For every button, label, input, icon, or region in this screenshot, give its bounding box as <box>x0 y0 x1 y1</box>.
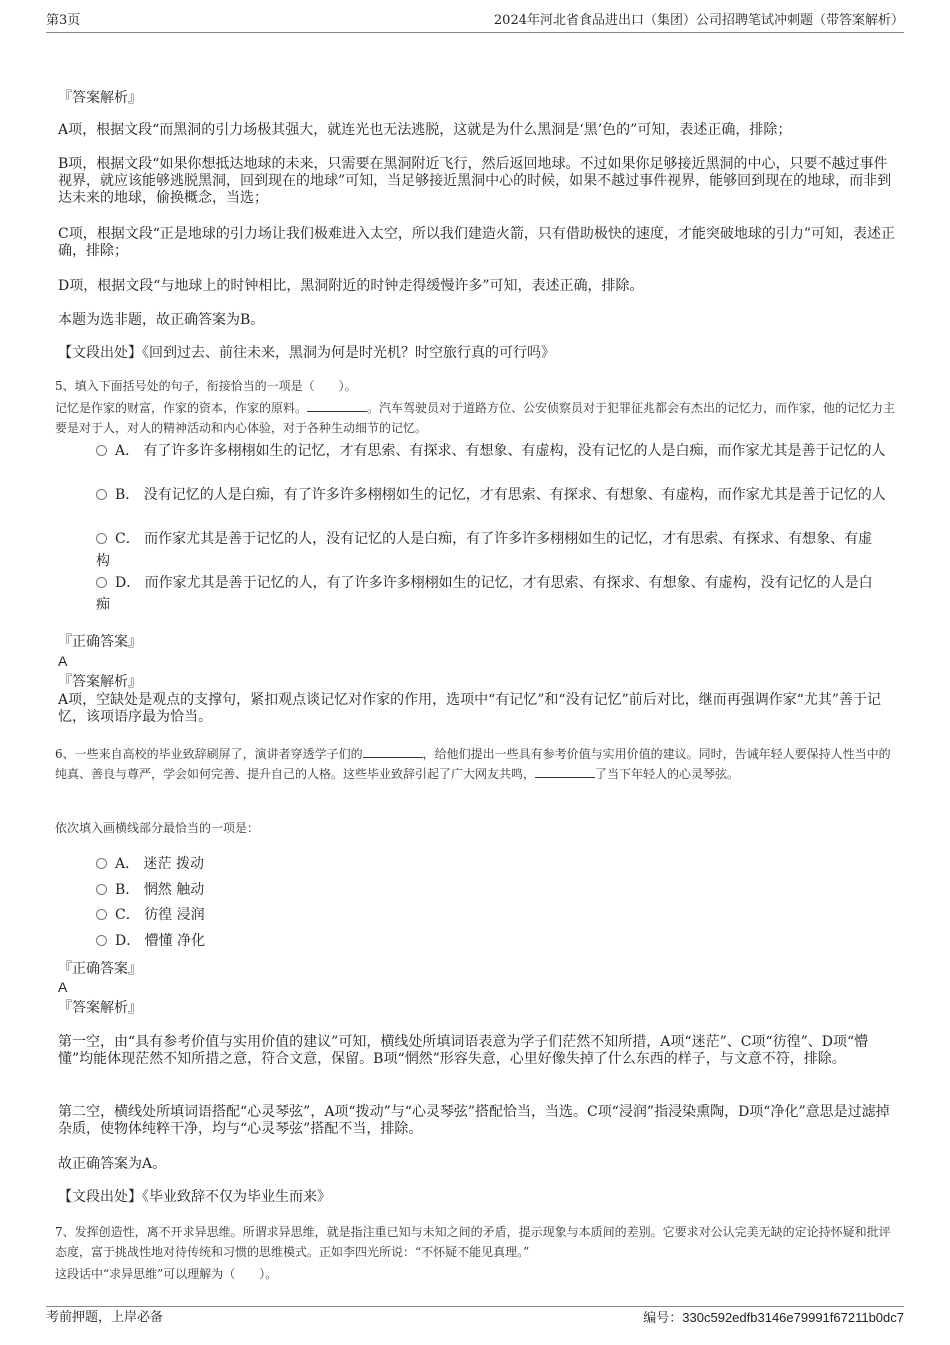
radio-icon[interactable] <box>96 858 107 869</box>
q6-option-b-label: B． 惘然 触动 <box>115 882 205 898</box>
q6-stem-2: ，给他们提出一些具有参考价值与实用价值的建议。同时，告诫年轻人要保持人性当中的纯真、善良与尊严，学会如何完善、提升自己的人格。这些毕业致辞引起了广大网友共鸣， <box>55 747 891 781</box>
footer-code-label: 编号： <box>643 1311 683 1326</box>
q5-passage <box>55 398 900 438</box>
q5-stem: 5、填入下面括号处的句子，衔接恰当的一项是（ ）。 <box>55 379 357 393</box>
q4-source: 【文段出处】《回到过去、前往未来，黑洞为何是时光机？时空旅行真的可行吗》 <box>58 345 555 361</box>
radio-icon[interactable] <box>96 489 107 500</box>
q6-blank-2 <box>535 765 595 778</box>
q6-option-d-label: D． 懵懂 净化 <box>115 933 206 949</box>
q5-option-a-label: A． 有了许多许多栩栩如生的记忆，才有思索、有探求、有想象、有虚构，没有记忆的人是白痴，而作家尤其是善于记忆的人 <box>115 443 886 459</box>
q6-analysis-1: 第一空，由“具有参考价值与实用价值的建议”可知，横线处所填词语表意为学子们茫然不知所措，A项“迷茫”、C项“彷徨”、D项“懵懂”均能体现茫然不知所措之意，符合文意，保留。B项“惘然”形容失意，心里好像失掉了什么东西的样子，与文意不符，排除。 <box>58 1034 869 1067</box>
q5-analysis-title: 『答案解析』 <box>58 674 142 690</box>
radio-icon[interactable] <box>96 445 107 456</box>
q4-analysis-b: B项，根据文段“如果你想抵达地球的未来，只需要在黑洞附近飞行，然后返回地球。不过如果你足够接近黑洞的中心，只要不越过事件视界，就应该能够逃脱黑洞，回到现在的地球”可知，当足够接近黑洞中心的时候，如果不越过事件视界，能够回到现在的地球，而非到达未来的地球，偷换概念，当选； <box>58 156 892 206</box>
q5-passage-after: 。汽车驾驶员对于道路方位、公安侦察员对于犯罪征兆都会有杰出的记忆力，而作家，他的记忆力主要是对于人，对人的精神活动和内心体验，对于各种生动细节的记忆。 <box>55 401 896 435</box>
footer-code <box>643 1307 904 1330</box>
q5-blank <box>307 399 367 412</box>
q6-option-a-label: A． 迷茫 拨动 <box>115 856 205 872</box>
q5-passage-before: 记忆是作家的财富，作家的资本，作家的原料。 <box>55 401 308 415</box>
q6-option-c[interactable] <box>96 904 886 926</box>
q5-option-b[interactable] <box>96 484 886 506</box>
footer-code-value: 330c592edfb3146e79991f67211b0dc7 <box>682 1310 904 1325</box>
q6-stem-1: 6、一些来自高校的毕业致辞刷屏了，演讲者穿透学子们的 <box>55 747 363 761</box>
document-title: 2024年河北省食品进出口（集团）公司招聘笔试冲刺题（带答案解析） <box>493 13 904 28</box>
q4-conclusion: 本题为选非题，故正确答案为B。 <box>58 312 265 328</box>
radio-icon[interactable] <box>96 935 107 946</box>
page-footer <box>46 1306 904 1329</box>
q6-option-b[interactable] <box>96 879 886 901</box>
q4-analysis-c: C项，根据文段“正是地球的引力场让我们极难进入太空，所以我们建造火箭，只有借助极快的速度，才能突破地球的引力”可知，表述正确，排除； <box>58 226 896 259</box>
q5-option-d[interactable] <box>96 572 886 616</box>
q6-option-d[interactable] <box>96 930 886 952</box>
q5-answer: A <box>58 653 68 669</box>
q6-blank-1 <box>363 745 423 758</box>
q6-conclusion: 故正确答案为A。 <box>58 1156 167 1172</box>
q6-answer: A <box>58 979 68 995</box>
q6-analysis-2: 第二空，横线处所填词语搭配“心灵琴弦”，A项“拨动”与“心灵琴弦”搭配恰当，当选。C项“浸润”指浸染熏陶，D项“净化”意思是过滤掉杂质，使物体纯粹干净，均与“心灵琴弦”搭配不当，排除。 <box>58 1104 890 1137</box>
q6-analysis-title: 『答案解析』 <box>58 1000 142 1016</box>
q4-analysis-a: A项，根据文段“而黑洞的引力场极其强大，就连光也无法逃脱，这就是为什么黑洞是‘黑’色的”可知，表述正确，排除； <box>58 122 792 138</box>
q5-option-a[interactable] <box>96 440 886 462</box>
q5-option-c[interactable] <box>96 528 886 572</box>
q6-source: 【文段出处】《毕业致辞不仅为毕业生而来》 <box>58 1189 331 1205</box>
page-header <box>46 10 904 33</box>
radio-icon[interactable] <box>96 577 107 588</box>
radio-icon[interactable] <box>96 533 107 544</box>
q6-instruction: 依次填入画横线部分最恰当的一项是： <box>55 821 260 835</box>
q7-stem: 7、发挥创造性，离不开求异思维。所谓求异思维，就是指注重已知与未知之间的矛盾，提示现象与本质间的差别。它要求对公认完美无缺的定论持怀疑和批评态度，富于挑战性地对待传统和习惯的思维模式。正如李四光所说：“不怀疑不能见真理。” <box>55 1225 891 1259</box>
q6-option-a[interactable] <box>96 853 886 875</box>
q5-analysis: A项，空缺处是观点的支撑句，紧扣观点谈记忆对作家的作用，选项中“有记忆”和“没有记忆”前后对比，继而再强调作家“尤其”善于记忆，该项语序最为恰当。 <box>58 692 882 725</box>
q6-option-c-label: C． 彷徨 浸润 <box>115 907 205 923</box>
q4-analysis-d: D项，根据文段“与地球上的时钟相比，黑洞附近的时钟走得缓慢许多”可知，表述正确，排除。 <box>58 278 644 294</box>
footer-slogan: 考前押题，上岸必备 <box>46 1310 164 1325</box>
q4-analysis-title: 『答案解析』 <box>58 90 142 106</box>
q5-option-b-label: B． 没有记忆的人是白痴，有了许多许多栩栩如生的记忆，才有思索、有探求、有想象、有虚构，而作家尤其是善于记忆的人 <box>115 487 886 503</box>
q6-stem <box>55 744 900 784</box>
q5-option-c-label: C． 而作家尤其是善于记忆的人，没有记忆的人是白痴，有了许多许多栩栩如生的记忆，才有思索、有探求、有想象、有虚构 <box>96 531 873 569</box>
radio-icon[interactable] <box>96 884 107 895</box>
q6-answer-title: 『正确答案』 <box>58 961 142 977</box>
q7-question: 这段话中“求异思维”可以理解为（ ）。 <box>55 1267 278 1281</box>
q5-answer-title: 『正确答案』 <box>58 634 142 650</box>
page-number: 第3页 <box>46 13 81 28</box>
q5-option-d-label: D． 而作家尤其是善于记忆的人，有了许多许多栩栩如生的记忆，才有思索、有探求、有想象、有虚构，没有记忆的人是白痴 <box>96 575 873 613</box>
q6-stem-3: 了当下年轻人的心灵琴弦。 <box>595 767 740 781</box>
radio-icon[interactable] <box>96 909 107 920</box>
